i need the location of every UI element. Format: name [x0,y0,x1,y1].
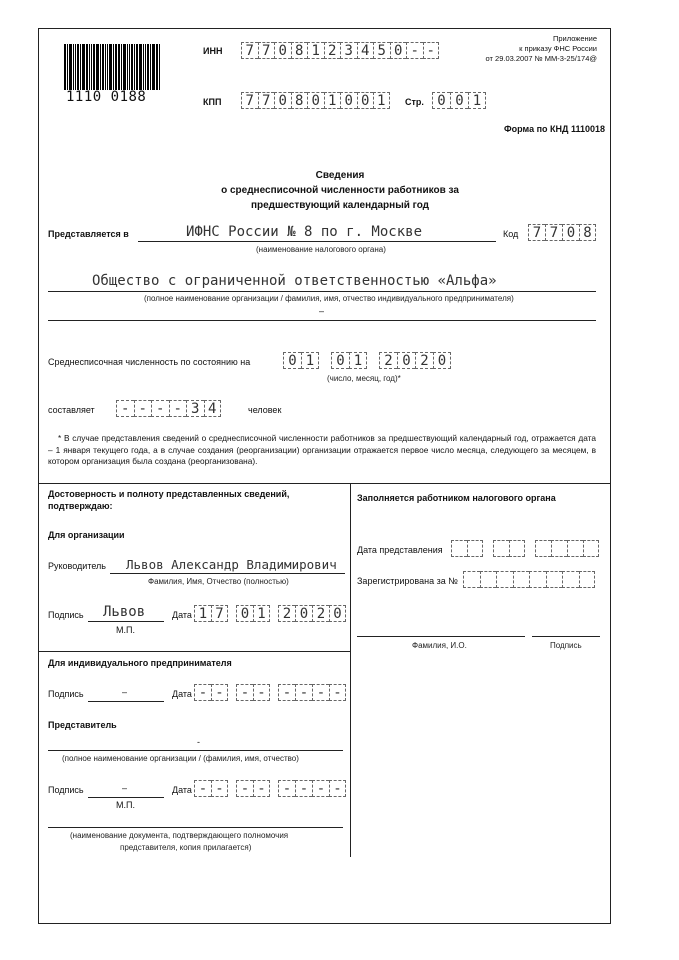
registration-number-cell [496,571,513,588]
people-label: человек [248,405,282,415]
submission-date-month [493,540,525,557]
rep-date-year [278,780,346,797]
submission-month-cell [493,540,509,557]
barcode-bar [147,44,149,90]
barcode-bar [143,44,144,90]
barcode-bar [69,44,72,90]
barcode-bar [127,44,128,90]
avg-date-caption: (число, месяц, год)* [327,374,401,383]
mp-stamp-label: М.П. [116,625,135,635]
appendix-line3: от 29.03.2007 № ММ-3-25/174@ [485,54,597,63]
tax-authority-name: ИФНС России № 8 по г. Москве [186,224,423,240]
org-date-month [236,605,270,622]
barcode-bar [150,44,151,90]
inn-digit-cell: 1 [307,42,324,59]
ip-date-label: Дата [172,689,192,699]
submission-date-year [535,540,599,557]
amount-digit-cell: 4 [204,400,222,417]
kpp-digit-cell: 0 [274,92,291,109]
avg-date-day [283,352,319,369]
rep-year-digit-cell: - [295,780,312,797]
page-digit-cell: 0 [432,92,450,109]
rep-date-month [236,780,270,797]
barcode-bar [93,44,95,90]
amount-digit-cell: - [169,400,187,417]
rep-dash: - [197,737,200,747]
barcode-bar [131,44,133,90]
barcode-bar [102,44,104,90]
footnote: * В случае представления сведений о среднесписочной численности работников за предшествующий календарный год, отражается дата – 1 января текущего года, а в случае создания (реорганизации) организации отражается первое число месяца, следующего за месяцем, в котором организация была создана (реорганизована). [48,433,596,466]
org-month-digit-cell: 0 [236,605,253,622]
barcode-bar [121,44,122,90]
sign-label: Подпись [48,610,84,620]
barcode-bar [129,44,130,90]
page-label: Стр. [405,97,424,107]
ip-signature: – [122,687,128,697]
tax-authority-caption: (наименование налогового органа) [256,245,386,254]
submission-year-cell [551,540,567,557]
registration-number-cell [562,571,579,588]
barcode-bar [113,44,114,90]
barcode-bar [118,44,120,90]
appendix-note [486,34,598,64]
kpp-digit-cell: 8 [291,92,308,109]
amount-label: составляет [48,405,95,415]
barcode-bar [64,44,66,90]
org-year-digit-cell: 0 [329,605,346,622]
title-line3: предшествующий календарный год [250,200,430,211]
submission-year-cell [535,540,551,557]
registration-number-cell [480,571,497,588]
inn-digit-cell: - [423,42,440,59]
ip-year-digit-cell: - [312,684,329,701]
head-fio-caption: Фамилия, Имя, Отчество (полностью) [148,577,289,586]
inn-digit-cell: 8 [291,42,308,59]
ip-month-digit-cell: - [236,684,253,701]
avg-year-digit-cell: 2 [415,352,433,369]
barcode-number: 1110 0188 [66,89,147,105]
registration-number-cell [529,571,546,588]
inn-digit-cell: 2 [324,42,341,59]
org-name: Общество с ограниченной ответственностью «Альфа» [92,273,497,289]
barcode-bar [86,44,88,90]
barcode-bar [73,44,74,90]
org-day-digit-cell: 7 [211,605,228,622]
avg-date-month [331,352,367,369]
rep-date-day [194,780,228,797]
barcode-bar [107,44,108,90]
form-code: Форма по КНД 1110018 [504,124,605,134]
doc-caption1: (наименование документа, подтверждающего полномочия [70,831,289,840]
org-caption: (полное наименование организации / фамилия, имя, отчество индивидуального предпринимателя) [144,294,514,303]
barcode-bar [82,44,85,90]
date-label: Дата [172,610,192,620]
head-name: Львов Александр Владимирович [126,557,337,572]
code-digit-cell: 7 [545,224,562,241]
barcode-bar [156,44,158,90]
inn-cells [241,42,439,59]
code-cells [528,224,596,241]
doc-caption2: представителя, копия прилагается) [120,843,252,852]
ip-sign-label: Подпись [48,689,84,699]
barcode-bar [134,44,135,90]
head-label: Руководитель [48,561,106,571]
avg-date-year [379,352,451,369]
barcode-bar [136,44,138,90]
avg-month-digit-cell: 1 [349,352,367,369]
submission-year-cell [567,540,583,557]
barcode-bar [145,44,146,90]
inn-digit-cell: 4 [357,42,374,59]
officer-sign-caption: Подпись [550,641,582,650]
rep-year-digit-cell: - [329,780,346,797]
rep-day-digit-cell: - [194,780,211,797]
rep-signature: – [122,783,128,793]
barcode-bar [80,44,81,90]
submitted-to-label: Представляется в [48,229,129,239]
submission-date-label: Дата представления [357,545,443,555]
org-date-year [278,605,346,622]
kpp-digit-cell: 1 [373,92,390,109]
barcode-bar [89,44,90,90]
page-cells [432,92,486,109]
rep-year-digit-cell: - [312,780,329,797]
amount-digit-cell: - [151,400,169,417]
registration-number-cell [513,571,530,588]
submission-month-cell [509,540,525,557]
submission-day-cell [451,540,467,557]
barcode-bar [139,44,142,90]
ip-day-digit-cell: - [211,684,228,701]
rep-mp-stamp-label: М.П. [116,800,135,810]
avg-day-digit-cell: 1 [301,352,319,369]
officer-fio-caption: Фамилия, И.О. [412,641,467,650]
ip-year-digit-cell: - [329,684,346,701]
page-digit-cell: 0 [450,92,468,109]
ip-section-heading: Для индивидуального предпринимателя [48,658,232,668]
barcode [64,44,161,90]
barcode-bar [105,44,106,90]
org-dash: – [319,306,325,316]
page-digit-cell: 1 [468,92,486,109]
confirm-heading2: подтверждаю: [48,501,113,511]
submission-date-day [451,540,483,557]
amount-cells [116,400,221,417]
rep-day-digit-cell: - [211,780,228,797]
appendix-line2: к приказу ФНС России [519,44,597,53]
org-month-digit-cell: 1 [253,605,270,622]
barcode-bar [152,44,155,90]
avg-year-digit-cell: 0 [433,352,451,369]
confirm-heading1: Достоверность и полноту представленных сведений, [48,489,290,499]
inn-digit-cell: 0 [274,42,291,59]
inn-digit-cell: 7 [241,42,258,59]
registered-label: Зарегистрирована за № [357,576,458,586]
avg-label: Среднесписочная численность по состоянию на [48,357,251,367]
kpp-digit-cell: 1 [324,92,341,109]
kpp-digit-cell: 0 [307,92,324,109]
inn-digit-cell: 0 [390,42,407,59]
barcode-bar [77,44,79,90]
title-line2: о среднесписочной численности работников за [221,185,459,196]
rep-month-digit-cell: - [236,780,253,797]
org-year-digit-cell: 2 [312,605,329,622]
inn-digit-cell: 7 [258,42,275,59]
rep-month-digit-cell: - [253,780,270,797]
inn-label: ИНН [203,46,223,56]
tax-officer-heading: Заполняется работником налогового органа [357,493,556,503]
kpp-digit-cell: 7 [241,92,258,109]
barcode-bar [109,44,112,90]
ip-date-month [236,684,270,701]
barcode-bar [75,44,76,90]
kpp-label: КПП [203,97,222,107]
registration-number-cell [579,571,596,588]
ip-date-day [194,684,228,701]
inn-digit-cell: 3 [340,42,357,59]
appendix-line1: Приложение [553,34,597,43]
barcode-bar [159,44,160,90]
avg-year-digit-cell: 0 [397,352,415,369]
avg-day-digit-cell: 0 [283,352,301,369]
avg-month-digit-cell: 0 [331,352,349,369]
org-section-heading: Для организации [48,530,125,540]
code-digit-cell: 7 [528,224,545,241]
amount-digit-cell: - [134,400,152,417]
rep-date-label: Дата [172,785,192,795]
head-signature: Львов [103,604,146,620]
barcode-bar [91,44,92,90]
avg-year-digit-cell: 2 [379,352,397,369]
ip-date-year [278,684,346,701]
kpp-digit-cell: 0 [357,92,374,109]
code-label: Код [503,229,519,239]
rep-sign-label: Подпись [48,785,84,795]
rep-year-digit-cell: - [278,780,295,797]
kpp-cells [241,92,390,109]
barcode-bar [123,44,126,90]
barcode-bar [96,44,99,90]
kpp-digit-cell: 0 [340,92,357,109]
registration-number-cell [546,571,563,588]
org-day-digit-cell: 1 [194,605,211,622]
inn-digit-cell: 5 [373,42,390,59]
ip-year-digit-cell: - [278,684,295,701]
org-date-day [194,605,228,622]
barcode-bar [100,44,101,90]
org-year-digit-cell: 0 [295,605,312,622]
code-digit-cell: 0 [562,224,579,241]
ip-year-digit-cell: - [295,684,312,701]
title-line1: Сведения [315,170,365,181]
registration-number-cells [463,571,595,588]
registration-number-cell [463,571,480,588]
ip-day-digit-cell: - [194,684,211,701]
kpp-digit-cell: 7 [258,92,275,109]
form-title [150,168,530,213]
barcode-bar [67,44,68,90]
barcode-bar [115,44,117,90]
code-digit-cell: 8 [579,224,596,241]
submission-year-cell [583,540,599,557]
submission-day-cell [467,540,483,557]
org-year-digit-cell: 2 [278,605,295,622]
inn-digit-cell: - [406,42,423,59]
amount-digit-cell: 3 [186,400,204,417]
rep-section-heading: Представитель [48,720,117,730]
ip-month-digit-cell: - [253,684,270,701]
amount-digit-cell: - [116,400,134,417]
rep-caption: (полное наименование организации / (фамилия, имя, отчество) [62,754,299,763]
